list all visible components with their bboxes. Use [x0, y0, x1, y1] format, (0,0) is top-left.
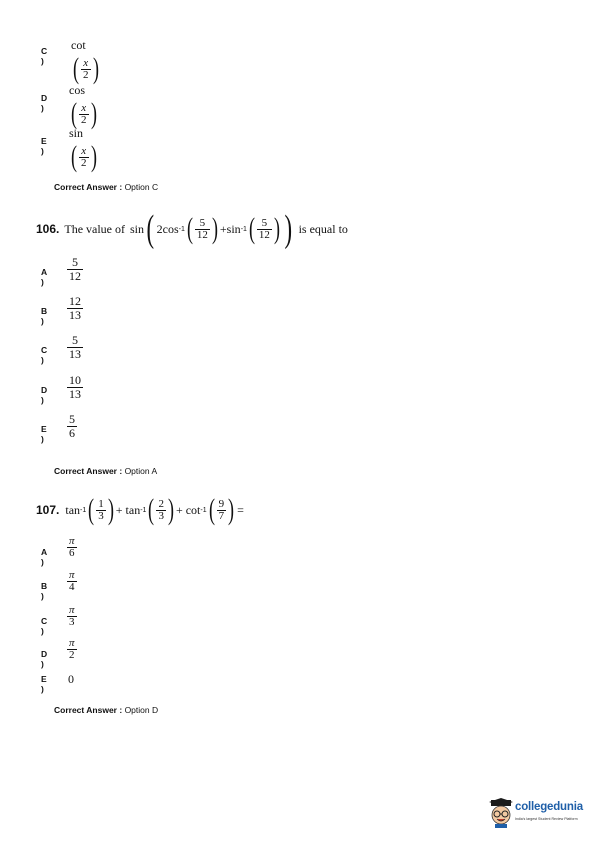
correct-answer: Correct Answer : Option A	[54, 466, 158, 476]
question-expression: tan -1 ( $\frac{1}{3}$ ) + tan -1 ( $\frac{2}{3}$ ) + cot -1 ( $\frac{9}{7}$ ) =	[65, 493, 244, 526]
collegedunia-logo	[489, 798, 589, 830]
option-fraction: $\frac{\pi}{4}$	[69, 569, 75, 593]
question-text: The value of	[64, 221, 125, 236]
option-fraction: $\frac{5}{6}$	[69, 412, 75, 440]
option-fraction: $\frac{5}{13}$	[69, 333, 81, 361]
option-label: C )	[41, 616, 48, 636]
option-fraction: $\frac{5}{12}$	[69, 255, 81, 283]
option-expression: cos ( $\frac{x}{2}$ )	[69, 83, 97, 130]
option-label: B )	[41, 306, 48, 326]
option-fraction: $\frac{\pi}{6}$	[69, 535, 75, 559]
option-fraction: $\frac{10}{13}$	[69, 373, 81, 401]
question-107	[36, 495, 244, 525]
option-label: E )	[41, 136, 48, 156]
option-label: B )	[41, 581, 48, 601]
question-number: 107.	[36, 503, 60, 517]
logo-tagline: India's largest Student Review Platform	[515, 817, 578, 821]
option-expression: cot ( $\frac{x}{2}$ )	[71, 38, 99, 85]
option-label: A )	[41, 267, 48, 287]
option-fraction: $\frac{\pi}{2}$	[69, 637, 75, 661]
option-label: A )	[41, 547, 48, 567]
correct-answer: Correct Answer : Option D	[54, 705, 159, 715]
option-label: E )	[41, 424, 48, 444]
option-value: 0	[68, 672, 74, 686]
option-label: D )	[41, 385, 48, 405]
question-number: 106.	[36, 222, 60, 236]
option-label: C )	[41, 345, 48, 365]
question-text-end: is equal to	[298, 221, 348, 236]
option-label: C )	[41, 46, 48, 66]
mascot-icon	[489, 798, 513, 828]
option-fraction: $\frac{\pi}{3}$	[69, 604, 75, 628]
option-label: D )	[41, 93, 48, 113]
question-expression: sin ( 2cos -1 ( $\frac{5}{12}$ ) +sin -1 ( $\frac{5}{12}$ ) )	[130, 208, 293, 250]
question-106	[36, 210, 348, 248]
option-label: E )	[41, 674, 48, 694]
correct-answer: Correct Answer : Option C	[54, 182, 159, 192]
logo-name: collegedunia	[515, 801, 583, 813]
option-fraction: $\frac{12}{13}$	[69, 294, 81, 322]
option-expression: sin ( $\frac{x}{2}$ )	[69, 126, 97, 173]
option-label: D )	[41, 649, 48, 669]
